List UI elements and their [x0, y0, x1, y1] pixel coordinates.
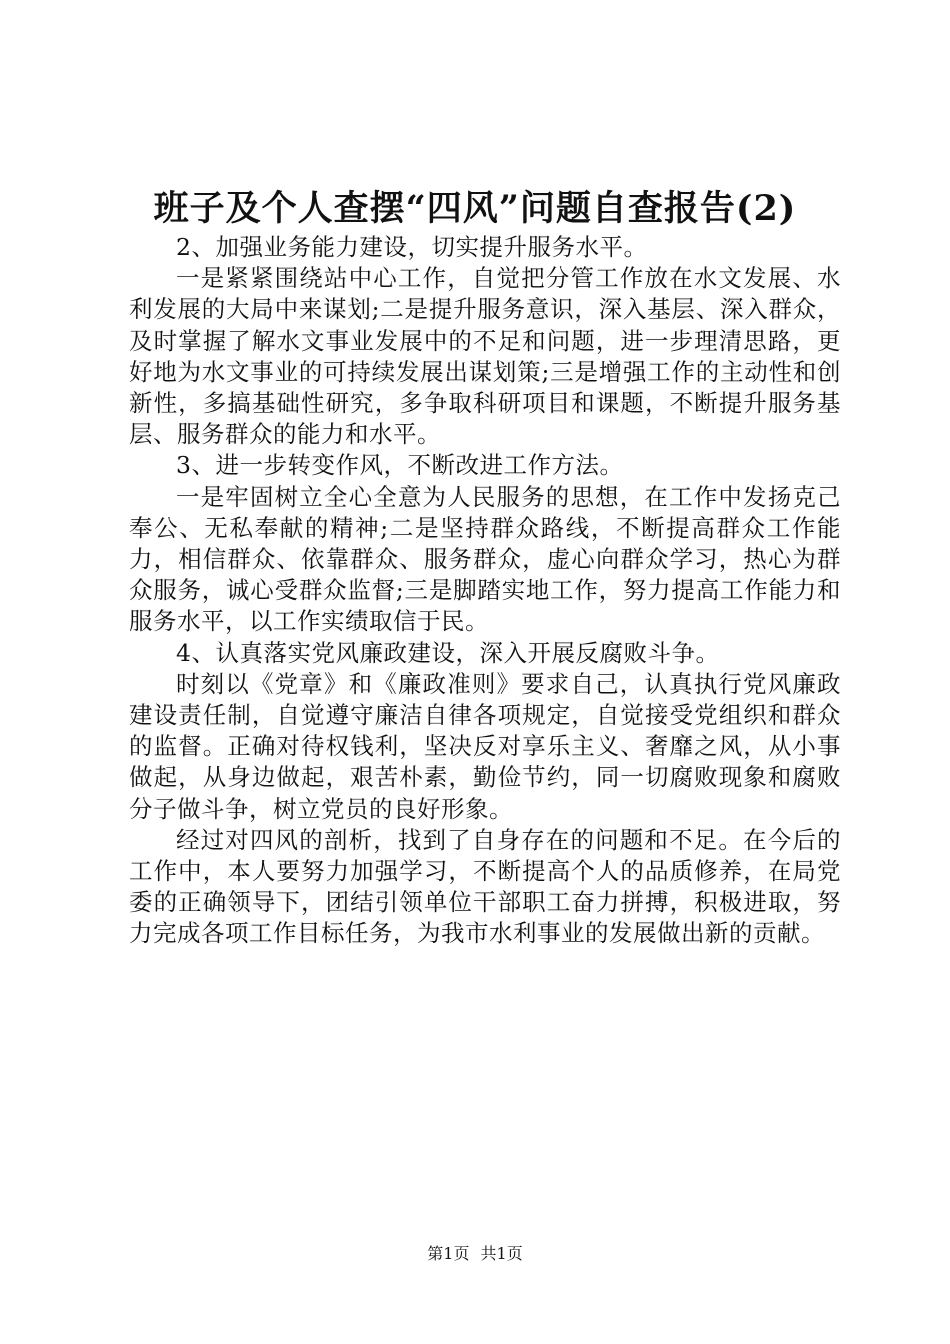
paragraph-section-3-heading: 3、进一步转变作风，不断改进工作方法。 — [176, 451, 624, 480]
paragraph-section-3-body: 一是牢固树立全心全意为人民服务的思想，在工作中发扬克己奉公、无私奉献的精神;二是坚持群众路线，不断提高群众工作能力，相信群众、依靠群众、服务群众，虚心向群众学习，热心为群众服务，诚心受群众监督;三是脚踏实地工作，努力提高工作能力和服务水平，以工作实绩取信于民。 — [129, 482, 841, 636]
paragraph-section-4-body: 时刻以《党章》和《廉政准则》要求自己，认真执行党风廉政建设责任制，自觉遵守廉洁自律各项规定，自觉接受党组织和群众的监督。正确对待权钱利，坚决反对享乐主义、奢靡之风，从小事做起，从身边做起，艰苦朴素，勤俭节约，同一切腐败现象和腐败分子做斗争，树立党员的良好形象。 — [129, 669, 841, 823]
document-body — [129, 232, 841, 950]
page-total: 共1页 — [480, 1244, 523, 1263]
paragraph-section-4-heading: 4、认真落实党风廉政建设，深入开展反腐败斗争。 — [176, 638, 720, 667]
paragraph-conclusion: 经过对四风的剖析，找到了自身存在的问题和不足。在今后的工作中，本人要努力加强学习，不断提高个人的品质修养，在局党委的正确领导下，团结引领单位干部职工奋力拼搏，积极进取，努力完成各项工作目标任务，为我市水利事业的发展做出新的贡献。 — [129, 825, 841, 948]
page-footer — [0, 1244, 950, 1264]
page-number: 第1页 — [427, 1244, 470, 1263]
paragraph-section-2-heading: 2、加强业务能力建设，切实提升服务水平。 — [176, 233, 648, 261]
paragraph-section-2-body: 一是紧紧围绕站中心工作，自觉把分管工作放在水文发展、水利发展的大局中来谋划;二是提升服务意识，深入基层、深入群众，及时掌握了解水文事业发展中的不足和问题，进一步理清思路，更好地为水文事业的可持续发展出谋划策;三是增强工作的主动性和创新性，多搞基础性研究，多争取科研项目和课题，不断提升服务基层、服务群众的能力和水平。 — [129, 264, 841, 449]
document-title: 班子及个人查摆“四风”问题自查报告(2) — [153, 188, 797, 229]
